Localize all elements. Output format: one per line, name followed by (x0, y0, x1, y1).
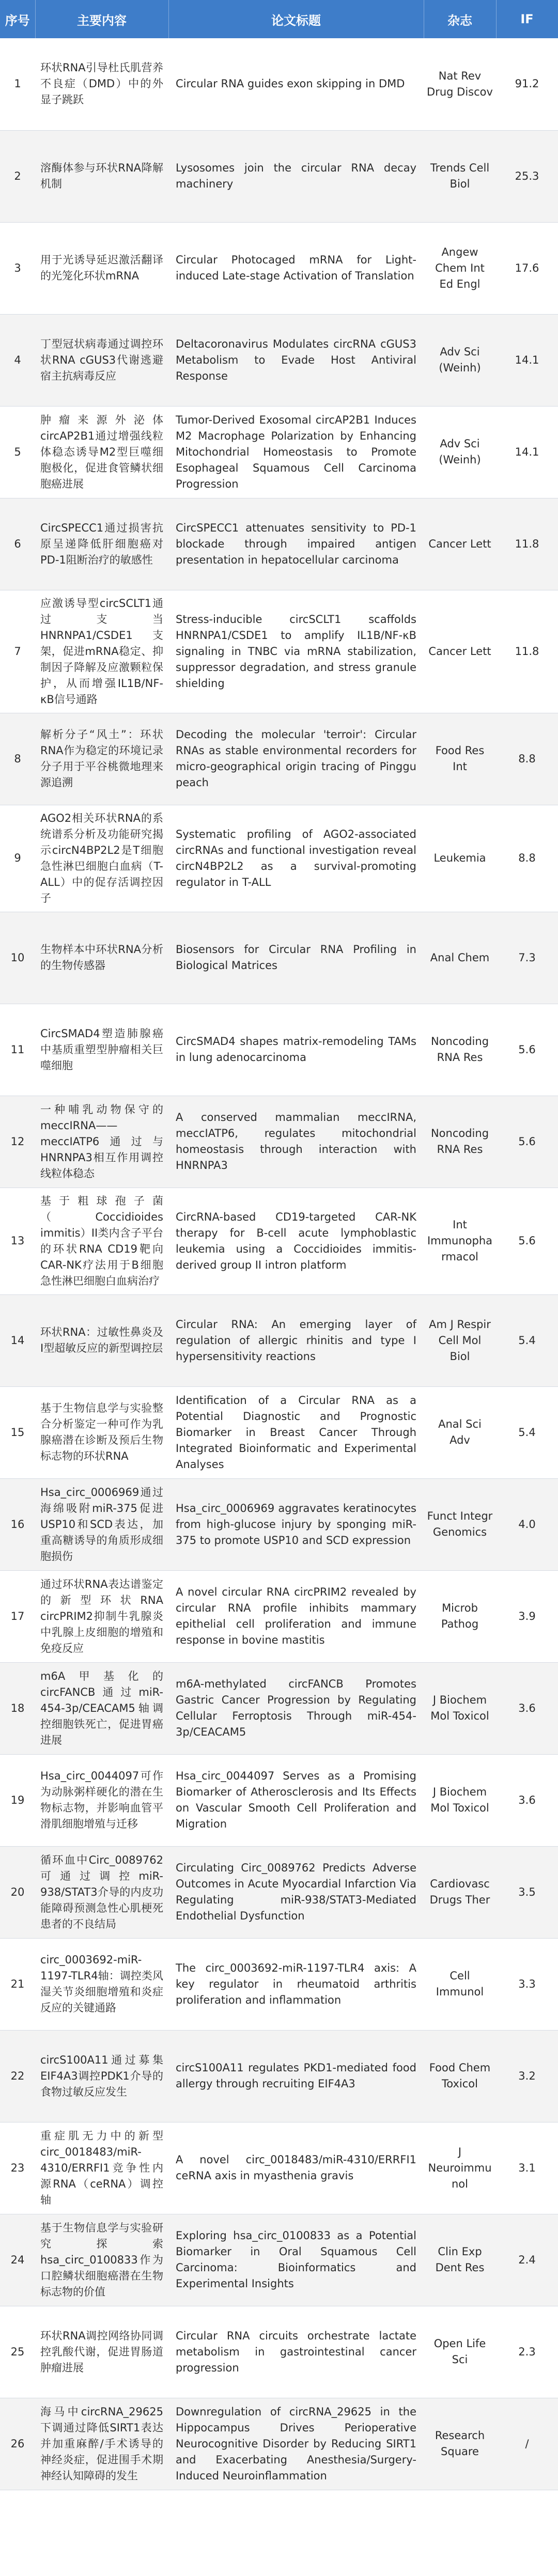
cell-no: 15 (0, 1386, 35, 1478)
cell-impact-factor: / (496, 2398, 558, 2490)
cell-main-content: Hsa_circ_0006969通过海绵吸附miR-375促进USP10和SCD表达，加重高糖诱导的角质形成细胞损伤 (35, 1478, 168, 1570)
table-row (0, 713, 558, 805)
cell-paper-title: Lysosomes join the circular RNA decay machinery (168, 130, 424, 222)
table-row (0, 1938, 558, 2030)
cell-paper-title: CircSMAD4 shapes matrix-remodeling TAMs in lung adenocarcinoma (168, 1004, 424, 1096)
cell-main-content: 溶酶体参与环状RNA降解机制 (35, 130, 168, 222)
cell-paper-title: Circular RNA circuits orchestrate lactate metabolism in gastrointestinal cancer progression (168, 2306, 424, 2398)
table-row (0, 2214, 558, 2306)
cell-paper-title: Exploring hsa_circ_0100833 as a Potential Biomarker in Oral Squamous Cell Carcinoma: Bioinformatics and Experimental Insights (168, 2214, 424, 2306)
cell-no: 11 (0, 1004, 35, 1096)
cell-paper-title: Decoding the molecular 'terroir': Circular RNAs as stable environmental recorders for micro-geographical origin tracing of Pinggu peach (168, 713, 424, 805)
cell-no: 4 (0, 314, 35, 406)
table-row (0, 314, 558, 406)
cell-impact-factor: 3.2 (496, 2030, 558, 2122)
cell-journal: Cancer Lett (424, 498, 496, 590)
cell-paper-title: Systematic profiling of AGO2-associated circRNAs and functional investigation reveal circN4BP2L2 as a survival-promoting regulator in T-ALL (168, 805, 424, 912)
table-row (0, 1294, 558, 1386)
cell-main-content: 用于光诱导延迟激活翻译的光笼化环状mRNA (35, 222, 168, 314)
cell-no: 24 (0, 2214, 35, 2306)
table-row (0, 406, 558, 498)
cell-no: 20 (0, 1846, 35, 1938)
cell-journal: Open Life Sci (424, 2306, 496, 2398)
cell-main-content: 基于生物信息学与实验整合分析鉴定一种可作为乳腺癌潜在诊断及预后生物标志物的环状RNA (35, 1386, 168, 1478)
cell-paper-title: Circular RNA guides exon skipping in DMD (168, 38, 424, 130)
cell-paper-title: Biosensors for Circular RNA Profiling in Biological Matrices (168, 912, 424, 1004)
cell-no: 18 (0, 1662, 35, 1754)
cell-no: 22 (0, 2030, 35, 2122)
cell-no: 19 (0, 1754, 35, 1846)
header-main: 主要内容 (35, 0, 168, 38)
cell-no: 9 (0, 805, 35, 912)
cell-no: 3 (0, 222, 35, 314)
table-row (0, 2030, 558, 2122)
cell-no: 14 (0, 1294, 35, 1386)
cell-impact-factor: 4.0 (496, 1478, 558, 1570)
cell-main-content: 解析分子“风土”：环状RNA作为稳定的环境记录分子用于平谷桃微地理来源追溯 (35, 713, 168, 805)
cell-paper-title: Circular RNA: An emerging layer of regulation of allergic rhinitis and type I hypersensitivity reactions (168, 1294, 424, 1386)
cell-impact-factor: 5.4 (496, 1386, 558, 1478)
cell-no: 25 (0, 2306, 35, 2398)
cell-no: 12 (0, 1096, 35, 1188)
cell-journal: Cell Immunol (424, 1938, 496, 2030)
cell-impact-factor: 5.4 (496, 1294, 558, 1386)
cell-main-content: m6A甲基化的circFANCB通过miR-454-3p/CEACAM5轴调控细胞铁死亡，促进胃癌进展 (35, 1662, 168, 1754)
cell-impact-factor: 5.6 (496, 1004, 558, 1096)
cell-main-content: 通过环状RNA表达谱鉴定的新型环状RNA circPRIM2抑制牛乳腺炎中乳腺上皮细胞的增殖和免疫反应 (35, 1570, 168, 1662)
cell-main-content: 海马中circRNA_29625下调通过降低SIRT1表达并加重麻醉/手术诱导的神经炎症，促进围手术期神经认知障碍的发生 (35, 2398, 168, 2490)
cell-impact-factor: 2.4 (496, 2214, 558, 2306)
cell-journal: J Biochem Mol Toxicol (424, 1754, 496, 1846)
cell-journal: Noncoding RNA Res (424, 1004, 496, 1096)
cell-journal: Funct Integr Genomics (424, 1478, 496, 1570)
cell-paper-title: A novel circ_0018483/miR-4310/ERRFI1 ceRNA axis in myasthenia gravis (168, 2122, 424, 2214)
cell-no: 8 (0, 713, 35, 805)
cell-main-content: 循环血中Circ_0089762可通过调控miR-938/STAT3介导的内皮功能障碍预测急性心肌梗死患者的不良结局 (35, 1846, 168, 1938)
cell-no: 7 (0, 590, 35, 713)
table-row (0, 1570, 558, 1662)
cell-impact-factor: 14.1 (496, 314, 558, 406)
cell-paper-title: Identification of a Circular RNA as a Potential Diagnostic and Prognostic Biomarker in Breast Cancer Through Integrated Bioinformatic and Experimental Analyses (168, 1386, 424, 1478)
cell-main-content: circS100A11通过募集EIF4A3调控PDK1介导的食物过敏反应发生 (35, 2030, 168, 2122)
cell-no: 26 (0, 2398, 35, 2490)
cell-paper-title: circS100A11 regulates PKD1-mediated food allergy through recruiting EIF4A3 (168, 2030, 424, 2122)
cell-impact-factor: 11.8 (496, 590, 558, 713)
cell-impact-factor: 3.3 (496, 1938, 558, 2030)
cell-no: 6 (0, 498, 35, 590)
cell-no: 2 (0, 130, 35, 222)
cell-no: 10 (0, 912, 35, 1004)
cell-main-content: 重症肌无力中的新型circ_0018483/miR-4310/ERRFI1竞争性内源RNA（ceRNA）调控轴 (35, 2122, 168, 2214)
header-no: 序号 (0, 0, 35, 38)
cell-impact-factor: 2.3 (496, 2306, 558, 2398)
table-body (0, 38, 558, 2490)
cell-journal: Adv Sci (Weinh) (424, 314, 496, 406)
table-row (0, 1846, 558, 1938)
cell-journal: Cancer Lett (424, 590, 496, 713)
cell-paper-title: CircSPECC1 attenuates sensitivity to PD-1 blockade through impaired antigen presentation in hepatocellular carcinoma (168, 498, 424, 590)
cell-journal: Clin Exp Dent Res (424, 2214, 496, 2306)
cell-impact-factor: 3.6 (496, 1754, 558, 1846)
cell-impact-factor: 3.1 (496, 2122, 558, 2214)
cell-journal: Food Res Int (424, 713, 496, 805)
table-row (0, 130, 558, 222)
cell-impact-factor: 8.8 (496, 713, 558, 805)
cell-journal: J Biochem Mol Toxicol (424, 1662, 496, 1754)
cell-impact-factor: 8.8 (496, 805, 558, 912)
cell-journal: Trends Cell Biol (424, 130, 496, 222)
cell-main-content: Hsa_circ_0044097可作为动脉粥样硬化的潜在生物标志物，并影响血管平滑肌细胞增殖与迁移 (35, 1754, 168, 1846)
cell-paper-title: A novel circular RNA circPRIM2 revealed by circular RNA profile inhibits mammary epithelial cell proliferation and immune response in bovine mastitis (168, 1570, 424, 1662)
cell-paper-title: Deltacoronavirus Modulates circRNA cGUS3 Metabolism to Evade Host Antiviral Response (168, 314, 424, 406)
cell-main-content: AGO2相关环状RNA的系统谱系分析及功能研究揭示circN4BP2L2是T细胞急性淋巴细胞白血病（T-ALL）中的促存活调控因子 (35, 805, 168, 912)
table-row (0, 590, 558, 713)
table-row (0, 1754, 558, 1846)
table-header (0, 0, 558, 38)
cell-paper-title: Circular Photocaged mRNA for Light-induced Late-stage Activation of Translation (168, 222, 424, 314)
cell-paper-title: Downregulation of circRNA_29625 in the Hippocampus Drives Perioperative Neurocognitive Disorder by Reducing SIRT1 and Exacerbating Anesthesia/Surgery-Induced Neuroinflammation (168, 2398, 424, 2490)
cell-paper-title: Stress-inducible circSCLT1 scaffolds HNRNPA1/CSDE1 to amplify IL1B/NF-κB signaling in TNBC via mRNA stabilization, suppressor degradation, and stress granule shielding (168, 590, 424, 713)
cell-main-content: CircSPECC1通过损害抗原呈递降低肝细胞癌对PD-1阻断治疗的敏感性 (35, 498, 168, 590)
cell-main-content: 生物样本中环状RNA分析的生物传感器 (35, 912, 168, 1004)
cell-journal: Leukemia (424, 805, 496, 912)
cell-impact-factor: 3.5 (496, 1846, 558, 1938)
cell-impact-factor: 11.8 (496, 498, 558, 590)
table-row (0, 1004, 558, 1096)
cell-impact-factor: 5.6 (496, 1096, 558, 1188)
cell-paper-title: Hsa_circ_0044097 Serves as a Promising Biomarker of Atherosclerosis and Its Effects on Vascular Smooth Cell Proliferation and Migration (168, 1754, 424, 1846)
cell-journal: Noncoding RNA Res (424, 1096, 496, 1188)
cell-journal: Microb Pathog (424, 1570, 496, 1662)
cell-main-content: 环状RNA调控网络协同调控乳酸代谢，促进胃肠道肿瘤进展 (35, 2306, 168, 2398)
cell-main-content: 环状RNA引导杜氏肌营养不良症（DMD）中的外显子跳跃 (35, 38, 168, 130)
cell-journal: Anal Sci Adv (424, 1386, 496, 1478)
cell-main-content: circ_0003692-miR-1197-TLR4轴：调控类风湿关节炎细胞增殖和炎症反应的关键通路 (35, 1938, 168, 2030)
header-title: 论文标题 (168, 0, 424, 38)
cell-impact-factor: 7.3 (496, 912, 558, 1004)
cell-main-content: 基于生物信息学与实验研究探索hsa_circ_0100833作为口腔鳞状细胞癌潜在生物标志物的价值 (35, 2214, 168, 2306)
cell-main-content: 基于粗球孢子菌（Coccidioides immitis）II类内含子平台的环状RNA CD19靶向CAR-NK疗法用于B细胞急性淋巴细胞白血病治疗 (35, 1188, 168, 1294)
cell-main-content: 应激诱导型circSCLT1通过支当HNRNPA1/CSDE1支架，促进mRNA稳定、抑制因子降解及应激颗粒保护，从而增强IL1B/NF-κB信号通路 (35, 590, 168, 713)
cell-paper-title: m6A-methylated circFANCB Promotes Gastric Cancer Progression by Regulating Cellular Ferroptosis Through miR-454-3p/CEACAM5 (168, 1662, 424, 1754)
table-row (0, 1188, 558, 1294)
cell-impact-factor: 17.6 (496, 222, 558, 314)
table-row (0, 1478, 558, 1570)
table-row (0, 1386, 558, 1478)
cell-no: 1 (0, 38, 35, 130)
cell-impact-factor: 3.6 (496, 1662, 558, 1754)
cell-journal: Angew Chem Int Ed Engl (424, 222, 496, 314)
table-row (0, 2122, 558, 2214)
table-row (0, 222, 558, 314)
cell-impact-factor: 14.1 (496, 406, 558, 498)
cell-no: 21 (0, 1938, 35, 2030)
cell-no: 16 (0, 1478, 35, 1570)
cell-journal: Am J Respir Cell Mol Biol (424, 1294, 496, 1386)
table-row (0, 1662, 558, 1754)
cell-journal: Adv Sci (Weinh) (424, 406, 496, 498)
cell-journal: Cardiovasc Drugs Ther (424, 1846, 496, 1938)
cell-paper-title: Hsa_circ_0006969 aggravates keratinocytes from high-glucose injury by sponging miR-375 to promote USP10 and SCD expression (168, 1478, 424, 1570)
cell-journal: Nat Rev Drug Discov (424, 38, 496, 130)
table-row (0, 498, 558, 590)
header-if: IF (496, 0, 558, 38)
cell-paper-title: A conserved mammalian meccIRNA, meccIATP6, regulates mitochondrial homeostasis through interaction with HNRNPA3 (168, 1096, 424, 1188)
cell-journal: Anal Chem (424, 912, 496, 1004)
cell-impact-factor: 25.3 (496, 130, 558, 222)
cell-paper-title: Circulating Circ_0089762 Predicts Adverse Outcomes in Acute Myocardial Infarction Via Regulating miR-938/STAT3-Mediated Endothelial Dysfunction (168, 1846, 424, 1938)
cell-main-content: 肿瘤来源外泌体circAP2B1通过增强线粒体稳态诱导M2型巨噬细胞极化，促进食管鳞状细胞癌进展 (35, 406, 168, 498)
cell-no: 5 (0, 406, 35, 498)
cell-impact-factor: 3.9 (496, 1570, 558, 1662)
cell-journal: J Neuroimmunol (424, 2122, 496, 2214)
cell-paper-title: CircRNA-based CD19-targeted CAR-NK therapy for B-cell acute lymphoblastic leukemia using a Coccidioides immitis-derived group II intron platform (168, 1188, 424, 1294)
cell-impact-factor: 5.6 (496, 1188, 558, 1294)
table-row (0, 2306, 558, 2398)
cell-impact-factor: 91.2 (496, 38, 558, 130)
table-row (0, 805, 558, 912)
cell-no: 23 (0, 2122, 35, 2214)
table-row (0, 2398, 558, 2490)
cell-main-content: CircSMAD4塑造肺腺癌中基质重塑型肿瘤相关巨噬细胞 (35, 1004, 168, 1096)
header-journal: 杂志 (424, 0, 496, 38)
cell-main-content: 丁型冠状病毒通过调控环状RNA cGUS3代谢逃避宿主抗病毒反应 (35, 314, 168, 406)
cell-main-content: 一种哺乳动物保守的meccIRNA——meccIATP6通过与HNRNPA3相互作用调控线粒体稳态 (35, 1096, 168, 1188)
cell-journal: Int Immunopharmacol (424, 1188, 496, 1294)
cell-paper-title: Tumor-Derived Exosomal circAP2B1 Induces M2 Macrophage Polarization by Enhancing Mitochondrial Homeostasis to Promote Esophageal Squamous Cell Carcinoma Progression (168, 406, 424, 498)
table-row (0, 912, 558, 1004)
cell-no: 17 (0, 1570, 35, 1662)
cell-journal: Research Square (424, 2398, 496, 2490)
table-row (0, 38, 558, 130)
cell-main-content: 环状RNA：过敏性鼻炎及I型超敏反应的新型调控层 (35, 1294, 168, 1386)
cell-paper-title: The circ_0003692-miR-1197-TLR4 axis: A key regulator in rheumatoid arthritis proliferation and inflammation (168, 1938, 424, 2030)
table-row (0, 1096, 558, 1188)
cell-no: 13 (0, 1188, 35, 1294)
cell-journal: Food Chem Toxicol (424, 2030, 496, 2122)
